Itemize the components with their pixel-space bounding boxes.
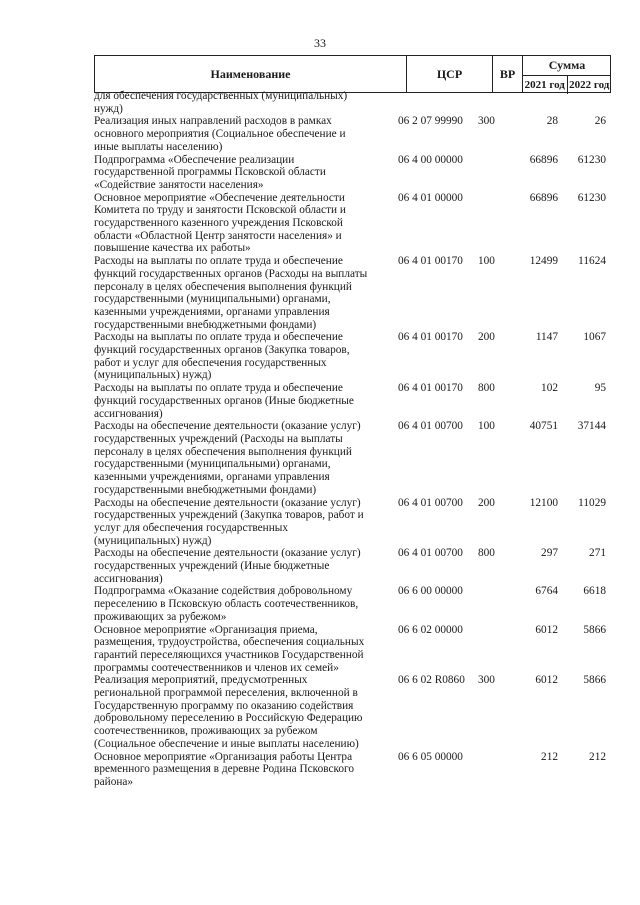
row-sum-2021: 212 [541,750,558,763]
table-header [94,55,611,93]
row-name-line: Основное мероприятие «Организация приема, [94,623,318,636]
table-row [94,420,614,496]
row-csr: 06 6 05 00000 [398,750,463,763]
row-name [94,154,384,192]
row-name-line: казенными учреждениями, органами управления [94,471,330,484]
row-name-line: казенными учреждениями, органами управления [94,305,330,318]
row-name-line: государственными внебюджетными фондами) [94,483,317,496]
row-name [94,192,384,256]
row-name-line: переселению в Псковскую область соотечественников, [94,598,359,611]
row-csr: 06 4 00 00000 [398,153,463,166]
row-name-line: ассигнования) [94,572,163,585]
row-sum-2021: 28 [546,115,558,128]
row-name-line: Подпрограмма «Оказание содействия добровольному [94,585,353,598]
row-name-line: персоналу в целях обеспечения выполнения функций [94,445,352,458]
row-name-line: государственных учреждений (Расходы на выплаты [94,432,343,445]
row-vr: 100 [478,255,495,268]
row-name [94,674,384,750]
table-row [94,751,614,789]
header-csr: ЦСР [407,56,493,92]
row-sum-2022: 11624 [578,255,606,268]
row-name-line: Расходы на обеспечение деятельности (оказание услуг) [94,420,361,433]
row-sum-2021: 12499 [529,255,558,268]
row-sum-2022: 61230 [577,191,606,204]
row-name-line: Основное мероприятие «Организация работы Центра [94,750,353,763]
row-name-line: государственных учреждений (Закупка товаров, работ и [94,509,364,522]
row-name-line: региональной программой переселения, включенной в [94,687,358,700]
row-sum-2021: 297 [541,547,558,560]
row-name-line: «Содействие занятости населения» [94,178,264,191]
header-year-2021: 2021 год [523,76,568,94]
row-name-line: государственными (муниципальными) органами, [94,458,331,471]
row-csr: 06 4 01 00700 [398,420,463,433]
row-vr: 800 [478,547,495,560]
row-name-line: основного мероприятия (Социальное обеспечение и [94,128,346,141]
row-name-line: Расходы на выплаты по оплате труда и обеспечение [94,382,343,395]
row-name-line: Реализация иных направлений расходов в рамках [94,115,332,128]
row-sum-2022: 5866 [583,623,606,636]
row-name-line: государственных учреждений (Иные бюджетные [94,560,330,573]
row-name-line: работ и услуг для обеспечения государственных [94,356,327,369]
row-name-line: размещения, трудоустройства, обеспечения социальных [94,636,365,649]
row-name-line: Расходы на выплаты по оплате труда и обеспечение [94,255,343,268]
row-name-line: Реализация мероприятий, предусмотренных [94,674,308,687]
row-sum-2022: 271 [589,547,606,560]
table-row [94,192,614,256]
header-sum [523,56,611,92]
row-sum-2021: 12100 [529,496,558,509]
row-name-line: (муниципальных) нужд) [94,369,212,382]
row-sum-2022: 5866 [583,674,606,687]
row-sum-2021: 40751 [529,420,558,433]
row-name-line: для обеспечения государственных (муниципальных) [94,90,348,102]
row-name-line: временного размещения в деревне Родина Псковского [94,763,355,776]
row-csr: 06 2 07 99990 [398,115,463,128]
row-sum-2022: 212 [589,750,606,763]
page-number: 33 [314,36,326,50]
table-row [94,624,614,675]
row-name-line: гарантий переселяющихся участников Государственной [94,648,364,661]
row-name-line: персоналу в целях обеспечения выполнения функций [94,280,352,293]
row-name-line: иные выплаты населению) [94,140,223,153]
row-name-line: функций государственных органов (Расходы на выплаты [94,267,368,280]
table-row [94,255,614,331]
row-name [94,331,384,382]
row-name-line: функций государственных органов (Закупка товаров, [94,344,350,357]
row-name-line: Расходы на обеспечение деятельности (оказание услуг) [94,496,361,509]
row-sum-2022: 1067 [583,331,606,344]
table-row [94,154,614,192]
row-name [94,624,384,675]
header-year-2022: 2022 год [569,79,610,91]
row-csr: 06 6 02 R0860 [398,674,465,687]
row-sum-2021: 6764 [535,585,558,598]
row-name-line: (Социальное обеспечение и иные выплаты населению) [94,737,359,750]
row-name-line: соотечественников, проживающих за рубежом [94,725,318,738]
row-name [94,115,384,153]
row-csr: 06 6 02 00000 [398,623,463,636]
row-sum-2022: 6618 [583,585,606,598]
row-vr: 300 [478,674,495,687]
row-name-line: услуг для обеспечения государственных [94,521,289,534]
row-sum-2022: 26 [594,115,606,128]
row-name-line: государственного казенного учреждения Псковской [94,217,343,230]
row-vr: 300 [478,115,495,128]
row-name [94,547,384,585]
row-sum-2021: 6012 [535,674,558,687]
row-name-line: Комитета по труду и занятости Псковской области и [94,204,346,217]
row-name-line: нужд) [94,102,123,115]
row-name [94,497,384,548]
table-row [94,497,614,548]
row-name-line: (муниципальных) нужд) [94,534,212,547]
row-name [94,420,384,496]
row-name-line: государственной программы Псковской области [94,166,326,179]
row-name [94,382,384,420]
row-csr: 06 4 01 00000 [398,191,463,204]
row-sum-2022: 95 [594,382,606,395]
header-name: Наименование [95,56,407,92]
row-name-line: добровольному переселению в Российскую Федерацию [94,712,363,725]
row-csr: 06 6 00 00000 [398,585,463,598]
row-name [94,255,384,331]
row-vr: 200 [478,331,495,344]
row-name-line: Расходы на выплаты по оплате труда и обеспечение [94,331,343,344]
row-vr: 200 [478,496,495,509]
row-csr: 06 4 01 00170 [398,382,463,395]
row-sum-2021: 1147 [535,331,558,344]
row-name [94,751,384,789]
row-sum-2022: 61230 [577,153,606,166]
row-name-line: Расходы на обеспечение деятельности (оказание услуг) [94,547,361,560]
row-sum-2021: 66896 [529,191,558,204]
row-vr: 800 [478,382,495,395]
row-name [94,585,384,623]
row-name-line: Подпрограмма «Обеспечение реализации [94,153,295,166]
row-csr: 06 4 01 00170 [398,255,463,268]
row-csr: 06 4 01 00700 [398,547,463,560]
row-vr: 100 [478,420,495,433]
table-row [94,115,614,153]
table-row [94,585,614,623]
table-row [94,331,614,382]
header-sum-label: Сумма [523,56,611,76]
row-name-line: области «Областной Центр занятости населения» и [94,229,342,242]
row-name-line: ассигнования) [94,407,163,420]
table-row [94,90,614,115]
row-csr: 06 4 01 00700 [398,496,463,509]
row-name-line: государственными внебюджетными фондами) [94,318,317,331]
row-name-line: функций государственных органов (Иные бюджетные [94,394,354,407]
table-row [94,382,614,420]
row-name-line: повышение качества их работы» [94,242,251,255]
table-row [94,547,614,585]
table-row [94,674,614,750]
table-body [94,90,614,789]
row-name-line: района» [94,775,134,788]
row-name-line: проживающих за рубежом» [94,610,227,623]
row-sum-2021: 102 [541,382,558,395]
row-csr: 06 4 01 00170 [398,331,463,344]
header-vr: ВР [493,56,523,92]
row-sum-2022: 11029 [578,496,606,509]
row-name-line: государственными (муниципальными) органами, [94,293,331,306]
row-name-line: Основное мероприятие «Обеспечение деятельности [94,191,345,204]
row-sum-2021: 66896 [529,153,558,166]
row-name-line: Государственную программу по оказанию содействия [94,699,354,712]
row-name-line: программы соотечественников и членов их семей» [94,661,339,674]
row-name [94,90,384,115]
row-sum-2021: 6012 [535,623,558,636]
row-sum-2022: 37144 [577,420,606,433]
